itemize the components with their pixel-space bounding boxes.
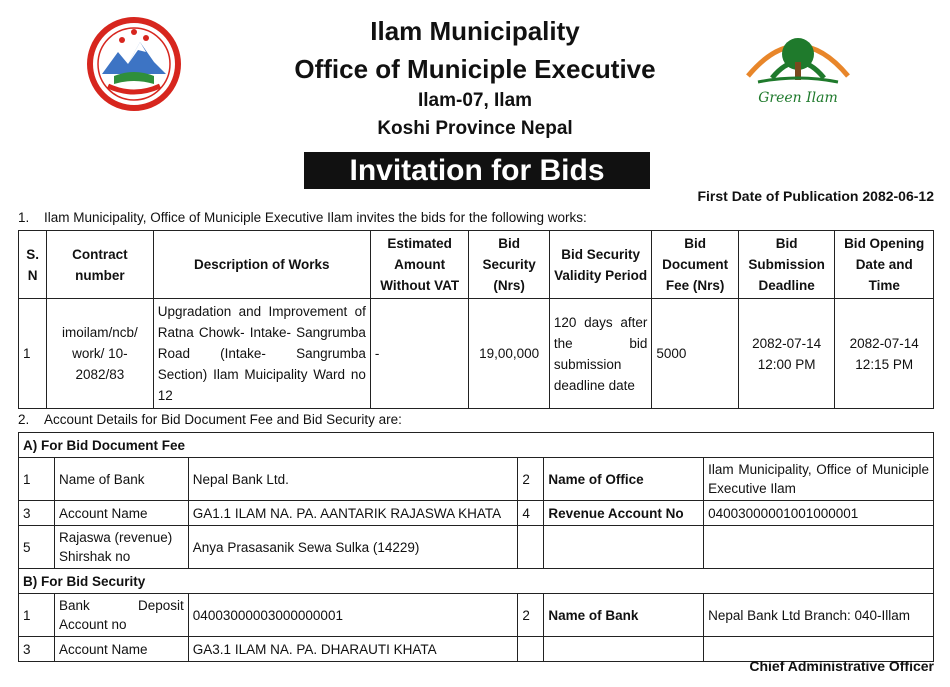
cell-num: 1 (19, 594, 55, 637)
signature-title: Chief Administrative Officer (749, 658, 934, 674)
cell-value: Anya Prasasanik Sewa Sulka (14229) (188, 526, 518, 569)
account-details-table (18, 432, 934, 662)
cell-value: GA1.1 ILAM NA. PA. AANTARIK RAJASWA KHATA (188, 501, 518, 526)
note-number: 2. (18, 412, 30, 427)
note-number: 1. (18, 210, 30, 225)
cell-num: 3 (19, 637, 55, 662)
section-row (19, 433, 934, 458)
note-text: Account Details for Bid Document Fee and Bid Security are: (44, 412, 402, 427)
bids-table (18, 230, 934, 409)
publication-date: First Date of Publication 2082-06-12 (697, 188, 934, 204)
organization-name: Ilam Municipality (370, 16, 580, 46)
notice-header (0, 0, 950, 200)
cell-label: Name of Bank (544, 594, 704, 637)
cell-num: 3 (19, 501, 55, 526)
cell-num: 4 (518, 501, 544, 526)
note-1 (18, 210, 587, 225)
cell-label (544, 526, 704, 569)
cell-amount: - (370, 299, 469, 409)
cell-deadline: 2082-07-14 12:00 PM (738, 299, 835, 409)
cell-label: Account Name (54, 637, 188, 662)
header-amount: Estimated Amount Without VAT (370, 231, 469, 299)
cell-label: Bank Deposit Account no (54, 594, 188, 637)
header-sn: S. N (19, 231, 47, 299)
cell-label: Name of Bank (54, 458, 188, 501)
header-security: Bid Security (Nrs) (469, 231, 549, 299)
invitation-banner: Invitation for Bids (304, 152, 650, 189)
note-2 (18, 412, 402, 427)
cell-label: Rajaswa (revenue) Shirshak no (54, 526, 188, 569)
cell-opening: 2082-07-14 12:15 PM (835, 299, 934, 409)
cell-label: Account Name (54, 501, 188, 526)
header-opening: Bid Opening Date and Time (835, 231, 934, 299)
cell-num: 1 (19, 458, 55, 501)
table-row (19, 458, 934, 501)
cell-label (544, 637, 704, 662)
cell-value: 04003000003000000001 (188, 594, 518, 637)
address-line-1: Ilam-07, Ilam (417, 90, 533, 111)
header-validity: Bid Security Validity Period (549, 231, 652, 299)
cell-num: 5 (19, 526, 55, 569)
cell-value: Nepal Bank Ltd Branch: 040-Illam (704, 594, 934, 637)
cell-num: 2 (518, 458, 544, 501)
cell-num (518, 637, 544, 662)
cell-num (518, 526, 544, 569)
cell-value: 04003000001001000001 (704, 501, 934, 526)
cell-label: Revenue Account No (544, 501, 704, 526)
green-ilam-logo (738, 16, 858, 111)
header-description: Description of Works (153, 231, 370, 299)
cell-value: GA3.1 ILAM NA. PA. DHARAUTI KHATA (188, 637, 518, 662)
cell-contract: imoilam/ncb/ work/ 10-2082/83 (47, 299, 154, 409)
cell-label: Name of Office (544, 458, 704, 501)
cell-security: 19,00,000 (469, 299, 549, 409)
note-text: Ilam Municipality, Office of Municiple Executive Ilam invites the bids for the following works: (44, 210, 587, 225)
table-row (19, 526, 934, 569)
cell-value: Nepal Bank Ltd. (188, 458, 518, 501)
cell-value (704, 526, 934, 569)
header-fee: Bid Document Fee (Nrs) (652, 231, 738, 299)
cell-value: Ilam Municipality, Office of Municiple Executive Ilam (704, 458, 934, 501)
table-header-row (19, 231, 934, 299)
table-row (19, 501, 934, 526)
cell-fee: 5000 (652, 299, 738, 409)
section-title-a: A) For Bid Document Fee (19, 433, 934, 458)
section-title-b: B) For Bid Security (19, 569, 934, 594)
cell-description: Upgradation and Improvement of Ratna Chowk- Intake- Sangrumba Road (Intake- Sangrumba Section) Ilam Muicipality Ward no 12 (153, 299, 370, 409)
cell-validity: 120 days after the bid submission deadline date (549, 299, 652, 409)
office-name: Office of Municiple Executive (294, 54, 656, 84)
cell-num: 2 (518, 594, 544, 637)
table-row (19, 594, 934, 637)
logo-text: Green Ilam (758, 90, 838, 106)
section-row (19, 569, 934, 594)
header-deadline: Bid Submission Deadline (738, 231, 835, 299)
table-row (19, 299, 934, 409)
header-contract: Contract number (47, 231, 154, 299)
cell-sn: 1 (19, 299, 47, 409)
address-line-2: Koshi Province Nepal (377, 118, 573, 139)
tree-logo-icon (738, 16, 858, 90)
